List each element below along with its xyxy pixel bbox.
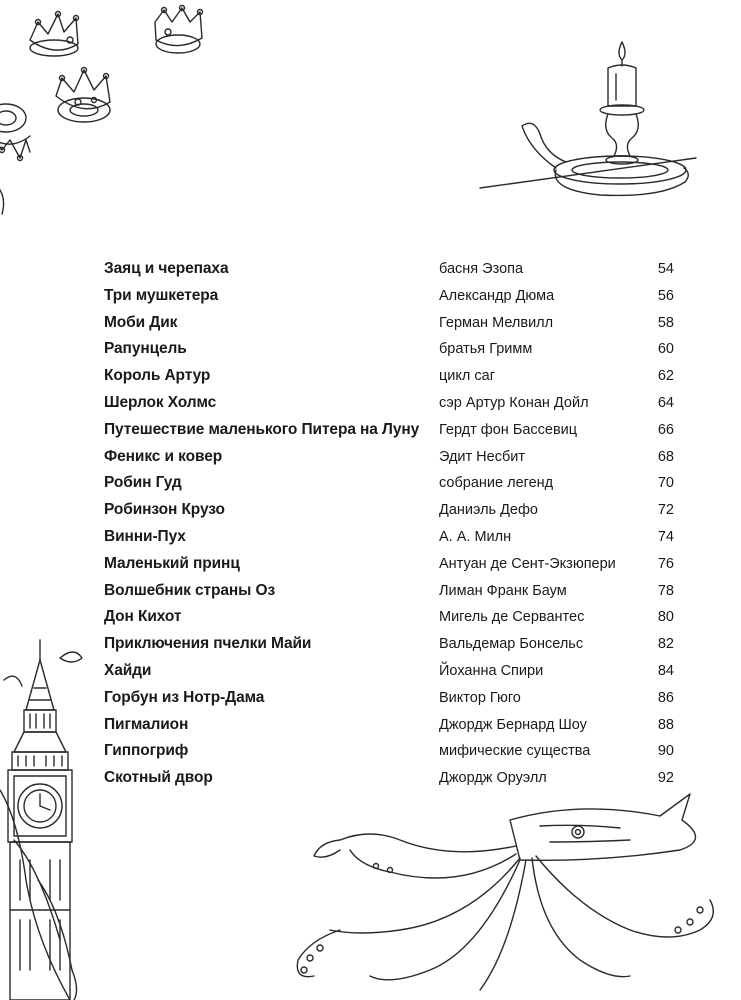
toc-entry-page: 66	[657, 421, 674, 438]
toc-entry-page: 54	[657, 261, 674, 277]
toc-entry-title: Скотный двор	[104, 769, 213, 787]
crown-icon	[0, 104, 30, 214]
toc-entry-author: басня Эзопа	[439, 261, 524, 277]
toc-entry-title: Феникс и ковер	[104, 447, 223, 465]
toc-entry	[104, 551, 674, 578]
toc-entry-title: Гиппогриф	[104, 742, 189, 760]
toc-entry	[104, 631, 674, 658]
toc-entry-title: Пигмалион	[104, 715, 189, 733]
toc-entry-page: 58	[657, 314, 674, 331]
candlestick-illustration	[470, 30, 700, 200]
toc-entry	[104, 578, 674, 605]
toc-entry	[104, 497, 674, 524]
toc-entry	[104, 363, 674, 390]
toc-entry-title: Три мушкетера	[104, 286, 219, 304]
toc-entry-author: Джордж Бернард Шоу	[439, 716, 587, 733]
toc-entry-author: Антуан де Сент-Экзюпери	[439, 555, 616, 572]
toc-entry-page: 80	[657, 609, 674, 626]
toc-entry-title: Рапунцель	[104, 340, 187, 358]
toc-entry-page: 90	[657, 743, 674, 760]
toc-entry-page: 68	[657, 448, 674, 465]
toc-entry-page: 88	[657, 716, 674, 733]
toc-entry	[104, 444, 674, 471]
toc-entry-page: 78	[657, 582, 674, 599]
clock-tower-illustration	[0, 640, 120, 1000]
toc-entry-page: 70	[657, 475, 674, 492]
toc-entry-author: Лиман Франк Баум	[439, 582, 567, 599]
toc-entry-title: Шерлок Холмс	[104, 393, 217, 411]
toc-entry	[104, 738, 674, 765]
toc-entry-page: 92	[657, 770, 674, 787]
toc-entry-author: цикл саг	[439, 368, 496, 385]
toc-entry-author: Йоханна Спири	[439, 662, 544, 679]
toc-entry-title: Король Артур	[104, 367, 211, 385]
toc-entry	[104, 524, 674, 551]
crown-icon	[56, 68, 110, 123]
toc-entry	[104, 417, 674, 444]
toc-entry-title: Робин Гуд	[104, 474, 182, 492]
toc-entry-page: 86	[657, 689, 674, 706]
toc-entry-author: А. А. Милн	[439, 528, 512, 545]
toc-entry-page: 74	[657, 528, 674, 545]
toc-entry	[104, 310, 674, 337]
toc-entry-author: Джордж Оруэлл	[439, 770, 547, 787]
toc-entry-author: братья Гримм	[439, 341, 533, 358]
toc-entry-author: собрание легенд	[439, 475, 554, 492]
toc-entry-author: Виктор Гюго	[439, 689, 521, 706]
toc-entry	[104, 712, 674, 739]
toc-entry-title: Моби Дик	[104, 313, 178, 331]
toc-entry-author: Александр Дюма	[439, 287, 555, 304]
toc-entry	[104, 685, 674, 712]
toc-entry-author: Мигель де Сервантес	[439, 609, 585, 626]
toc-entry	[104, 390, 674, 417]
toc-entry-title: Дон Кихот	[104, 608, 182, 626]
toc-entry-author: Вальдемар Бонсельс	[439, 636, 584, 653]
toc-entry-title: Заяц и черепаха	[104, 260, 229, 277]
toc-entry	[104, 256, 674, 283]
table-of-contents	[104, 256, 674, 792]
toc-entry-title: Приключения пчелки Майи	[104, 635, 312, 653]
toc-entry-page: 56	[657, 287, 674, 304]
toc-entry-page: 60	[657, 341, 674, 358]
toc-entry-author: мифические существа	[439, 743, 591, 760]
toc-entry-title: Горбун из Нотр-Дама	[104, 688, 265, 706]
toc-entry	[104, 470, 674, 497]
squid-illustration	[280, 780, 720, 1000]
toc-entry-title: Хайди	[104, 661, 152, 679]
toc-entry-title: Робинзон Крузо	[104, 501, 225, 519]
toc-entry-page: 62	[657, 368, 674, 385]
toc-entry	[104, 604, 674, 631]
toc-entry-author: Герман Мелвилл	[439, 314, 554, 331]
crown-icon	[155, 6, 203, 54]
crown-icon	[30, 12, 79, 57]
toc-entry-author: Гердт фон Бассевиц	[439, 421, 578, 438]
toc-entry-title: Винни-Пух	[104, 527, 186, 545]
toc-entry-page: 82	[657, 636, 674, 653]
toc-entry-author: сэр Артур Конан Дойл	[439, 394, 589, 411]
toc-entry-page: 72	[657, 502, 674, 519]
toc-entry-author: Эдит Несбит	[439, 448, 526, 465]
toc-entry	[104, 658, 674, 685]
toc-entry-title: Маленький принц	[104, 554, 240, 572]
toc-entry	[104, 283, 674, 310]
toc-entry-page: 84	[657, 662, 674, 679]
crowns-illustration	[0, 0, 220, 220]
toc-entry-page: 76	[657, 555, 674, 572]
toc-entry	[104, 336, 674, 363]
toc-entry-author: Даниэль Дефо	[439, 502, 538, 519]
toc-entry-page: 64	[657, 394, 674, 411]
toc-entry-title: Путешествие маленького Питера на Луну	[104, 420, 420, 438]
toc-entry-title: Волшебник страны Оз	[104, 581, 276, 599]
